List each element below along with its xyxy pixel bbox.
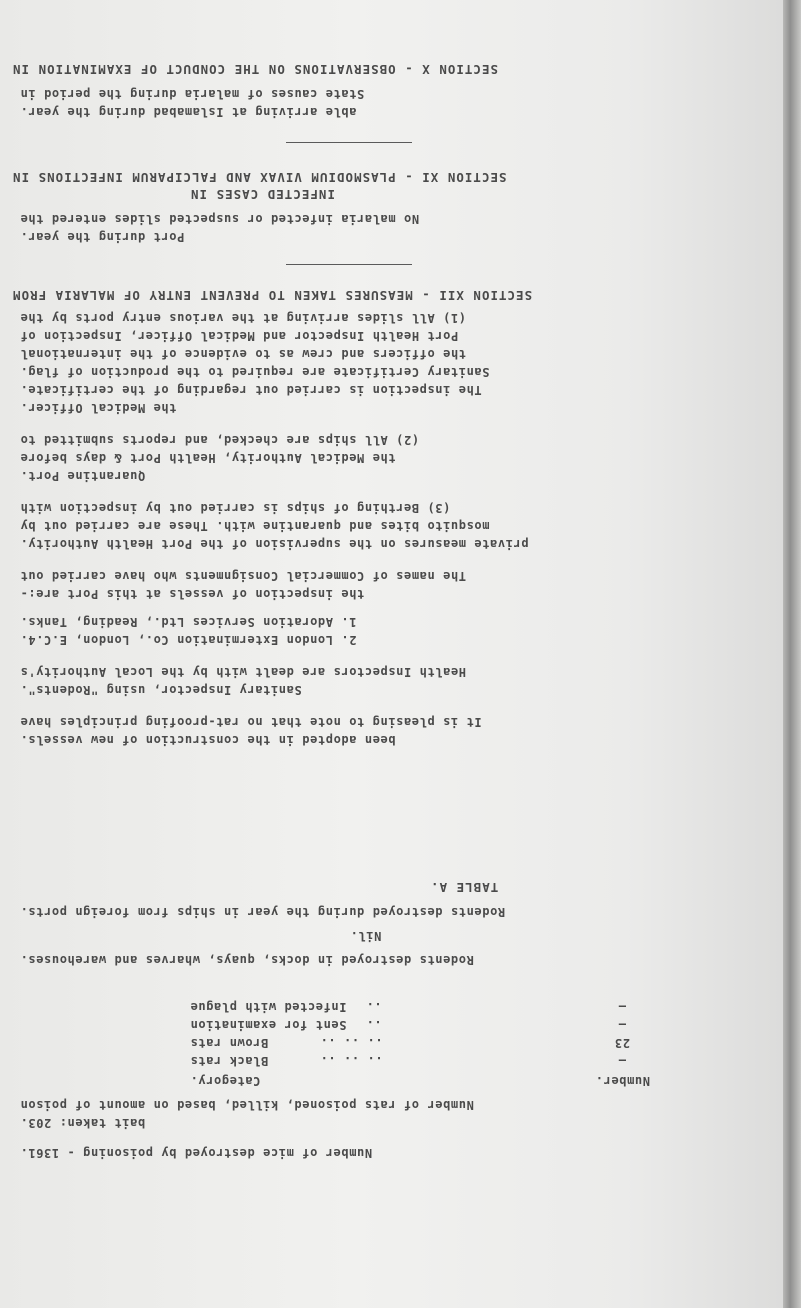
section-xi-line-1: No malaria infected or suspected slides entered the <box>20 212 420 226</box>
row-value: — <box>618 1054 626 1068</box>
section-xi <box>0 170 783 246</box>
section-xi-line-2: Port during the year. <box>20 230 185 244</box>
section-xii-item: (3) Berthing of ships is carried out by inspection with <box>20 501 451 515</box>
row-label: Sent for examination <box>190 1018 347 1032</box>
section-xii-item: 1. Adoration Services Ltd., Reading, Tanks. <box>20 615 357 629</box>
table-a <box>0 880 783 969</box>
col-header-number: Number. <box>595 1074 650 1088</box>
section-xi-heading: SECTION XI - PLASMODIUM VIVAX AND FALCIPARUM INFECTIONS IN <box>12 170 507 185</box>
page-edge-shadow <box>783 0 801 1308</box>
section-xii-item: The names of Commercial Consignments who have carried out <box>20 569 467 583</box>
section-xi-subheading: INFECTED CASES IN <box>190 187 335 202</box>
table-a-footer <box>0 1096 783 1162</box>
section-xii <box>0 288 783 749</box>
row-dots: .. <box>366 1000 382 1014</box>
section-xii-item: 2. London Extermination Co., London, E.C.4. <box>20 633 357 647</box>
section-xii-item: private measures on the supervision of the Port Health Authority. <box>20 537 529 551</box>
section-xii-item: Sanitary Inspector, using "Rodents". <box>20 683 302 697</box>
section-xii-item: (1) All slides arriving at the various entry ports by the <box>20 311 467 325</box>
col-header-category: Category. <box>190 1074 261 1088</box>
divider-1 <box>286 142 412 143</box>
section-xii-item: Port Health Inspector and Medical Officer, Inspection of <box>20 329 459 343</box>
table-a-intro-1: Rodents destroyed during the year in ships from foreign ports. <box>20 905 506 919</box>
section-x-line-2: able arriving at Islamabad during the year. <box>20 105 357 119</box>
row-label: Infected with plague <box>190 1000 347 1014</box>
section-xii-item: Quarantine Port. <box>20 469 146 483</box>
section-x-line-1: State causes of malaria during the period in <box>20 87 365 101</box>
section-xii-item: the Medical Authority, Health Port & days before <box>20 451 396 465</box>
row-dots: .. .. .. <box>320 1054 383 1068</box>
section-x-heading: SECTION X - OBSERVATIONS ON THE CONDUCT OF EXAMINATION IN <box>12 62 498 77</box>
section-xii-heading: SECTION XII - MEASURES TAKEN TO PREVENT ENTRY OF MALARIA FROM <box>12 288 533 303</box>
row-value: — <box>618 1000 626 1014</box>
table-a-intro-2: Nil. <box>350 929 382 943</box>
table-a-footer-3: Number of mice destroyed by poisoning - 1361. <box>20 1146 373 1160</box>
row-label: Black rats <box>190 1054 269 1068</box>
rodent-table <box>190 984 650 1088</box>
section-xii-item: The inspection is carried out regarding of the certificate. <box>20 383 482 397</box>
table-a-footer-1: Number of rats poisoned, killed, based on amount of poison <box>20 1098 474 1112</box>
row-dots: .. .. .. <box>320 1036 383 1050</box>
row-dots: .. <box>366 1018 382 1032</box>
section-xii-item: the inspection of vessels at this Port are:- <box>20 587 365 601</box>
section-xii-item: the Medical Officer. <box>20 401 177 415</box>
section-xii-item: the officers and crew as to evidence of the international <box>20 347 467 361</box>
section-xii-item: (2) All ships are checked, and reports submitted to <box>20 433 420 447</box>
section-xii-item: mosquito bites and quarantine with. These are carried out by <box>20 519 490 533</box>
divider-2 <box>286 264 412 265</box>
section-xii-item: It is pleasing to note that no rat-proofing principles have <box>20 715 482 729</box>
section-xii-item: been adopted in the construction of new vessels. <box>20 733 396 747</box>
row-value: — <box>618 1018 626 1032</box>
table-a-title: TABLE A. <box>430 880 499 895</box>
row-label: Brown rats <box>190 1036 269 1050</box>
table-a-footer-2: bait taken: 203. <box>20 1116 146 1130</box>
section-xii-item: Sanitary Certificate are required to the production of flag. <box>20 365 490 379</box>
row-value: 23 <box>614 1036 630 1050</box>
table-a-intro-3: Rodents destroyed in docks, quays, wharves and warehouses. <box>20 953 474 967</box>
section-x <box>0 62 783 121</box>
section-xii-item: Health Inspectors are dealt with by the Local Authority's <box>20 665 467 679</box>
